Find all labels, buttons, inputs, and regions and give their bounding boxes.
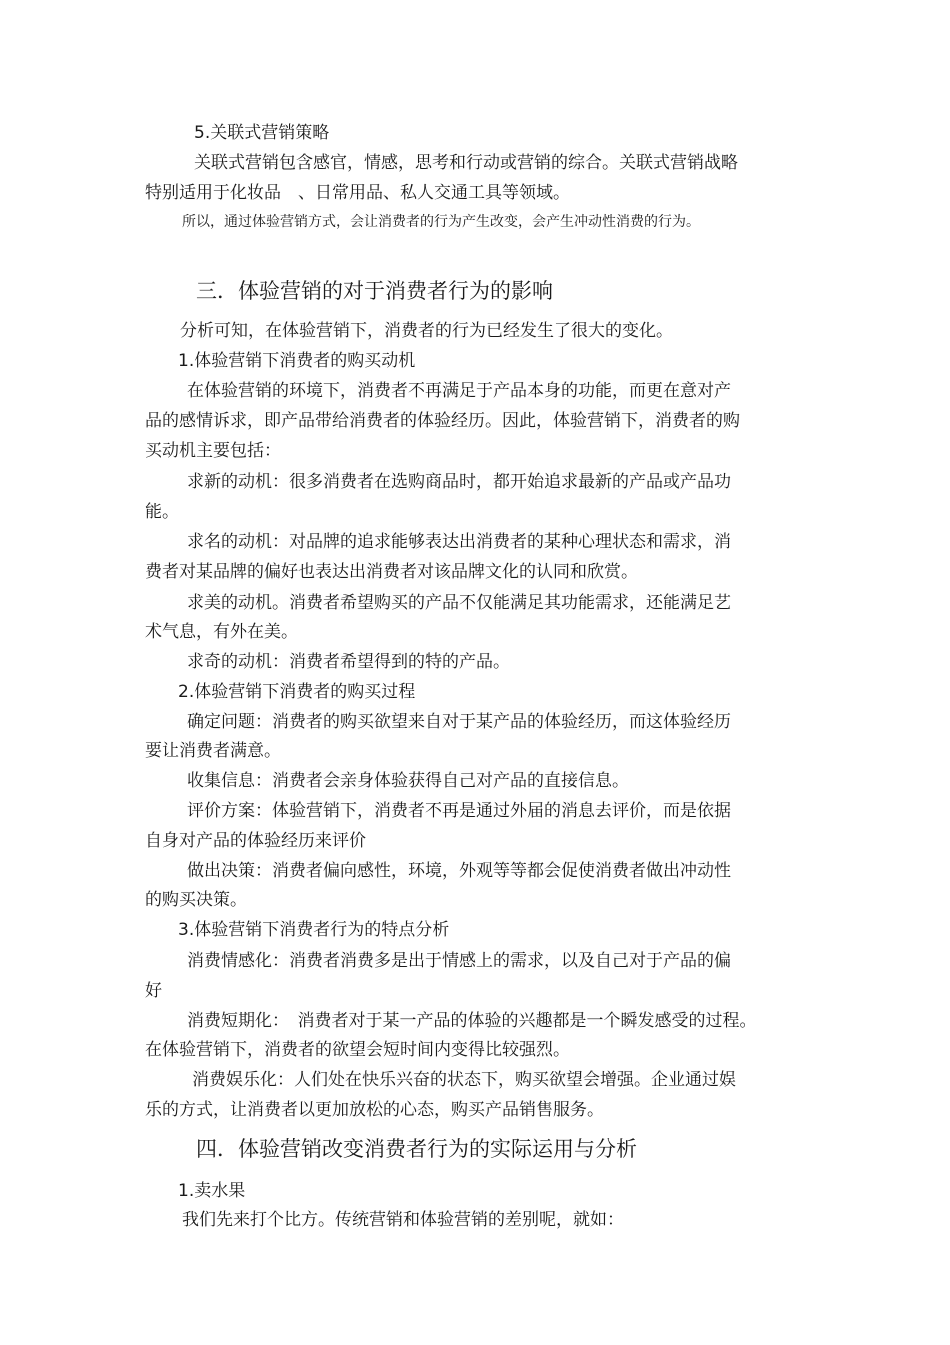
paragraph-line: 买动机主要包括： [145,441,281,461]
paragraph-line: 乐的方式，让消费者以更加放松的心态，购买产品销售服务。 [145,1100,604,1120]
paragraph-line: 费者对某品牌的偏好也表达出消费者对该品牌文化的认同和欣赏。 [145,562,638,582]
paragraph-line: 消费情感化：消费者消费多是出于情感上的需求，以及自己对于产品的偏 [187,951,731,971]
paragraph-line: 求奇的动机：消费者希望得到的特的产品。 [187,652,510,672]
paragraph-line: 要让消费者满意。 [145,741,281,761]
paragraph-line: 特别适用于化妆品 、日常用品、私人交通工具等领域。 [145,183,570,203]
paragraph-line: 好 [145,981,162,1001]
subheading: 3.体验营销下消费者行为的特点分析 [178,920,450,940]
paragraph-line: 消费短期化： 消费者对于某一产品的体验的兴趣都是一个瞬发感受的过程。 [187,1011,757,1031]
paragraph-line: 在体验营销的环境下，消费者不再满足于产品本身的功能，而更在意对产 [187,381,731,401]
subheading: 1.体验营销下消费者的购买动机 [178,351,416,371]
section5-heading: 5.关联式营销策略 [194,123,330,143]
paragraph-line: 消费娱乐化：人们处在快乐兴奋的状态下，购买欲望会增强。企业通过娱 [192,1070,736,1090]
section3-title: 三．体验营销的对于消费者行为的影响 [196,279,553,303]
paragraph-line: 做出决策：消费者偏向感性，环境，外观等等都会促使消费者做出冲动性 [187,861,731,881]
paragraph-line: 的购买决策。 [145,890,247,910]
paragraph-line: 在体验营销下，消费者的欲望会短时间内变得比较强烈。 [145,1040,570,1060]
paragraph-line: 术气息，有外在美。 [145,622,298,642]
paragraph-line: 分析可知，在体验营销下，消费者的行为已经发生了很大的变化。 [180,321,673,341]
subheading: 1.卖水果 [178,1181,246,1201]
summary-line: 所以，通过体验营销方式，会让消费者的行为产生改变，会产生冲动性消费的行为。 [182,214,700,230]
section4-title: 四．体验营销改变消费者行为的实际运用与分析 [196,1137,637,1161]
paragraph-line: 确定问题：消费者的购买欲望来自对于某产品的体验经历，而这体验经历 [187,712,731,732]
paragraph-line: 求名的动机：对品牌的追求能够表达出消费者的某种心理状态和需求，消 [187,532,731,552]
paragraph-line: 能。 [145,502,179,522]
paragraph-line: 求新的动机：很多消费者在选购商品时，都开始追求最新的产品或产品功 [187,472,731,492]
paragraph-line: 品的感情诉求，即产品带给消费者的体验经历。因此，体验营销下，消费者的购 [145,411,740,431]
paragraph-line: 收集信息：消费者会亲身体验获得自己对产品的直接信息。 [187,771,629,791]
paragraph-line: 求美的动机。消费者希望购买的产品不仅能满足其功能需求，还能满足艺 [187,593,731,613]
subheading: 2.体验营销下消费者的购买过程 [178,682,416,702]
paragraph-line: 关联式营销包含感官，情感，思考和行动或营销的综合。关联式营销战略 [194,153,738,173]
paragraph-line: 评价方案：体验营销下，消费者不再是通过外届的消息去评价，而是依据 [187,801,731,821]
paragraph-line: 我们先来打个比方。传统营销和体验营销的差别呢，就如： [182,1210,624,1230]
paragraph-line: 自身对产品的体验经历来评价 [145,831,366,851]
